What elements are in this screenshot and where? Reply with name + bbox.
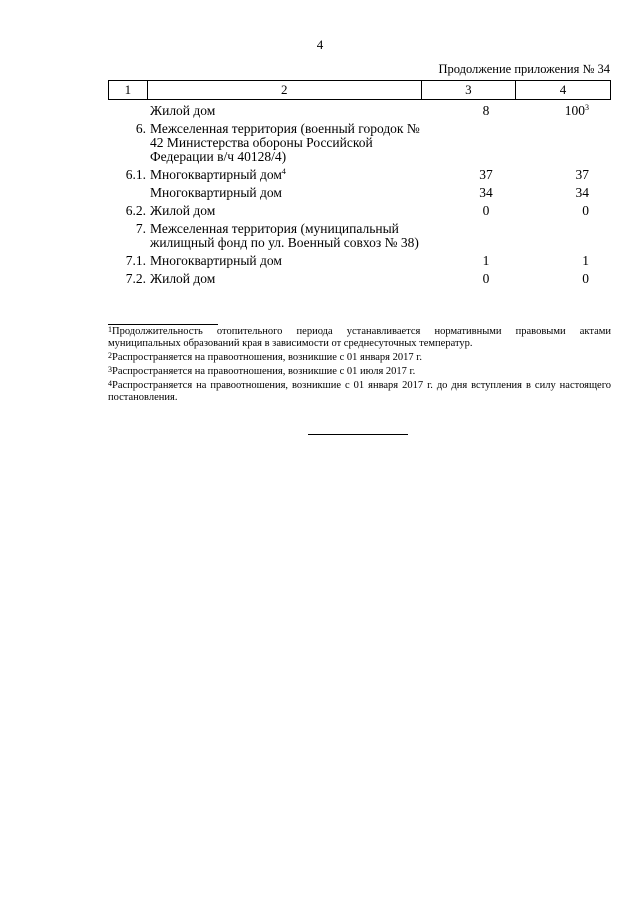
row-name: Межселенная территория (муниципальный жилищный фонд по ул. Военный совхоз № 38) <box>150 221 419 250</box>
row-value-4: 34 <box>575 185 589 200</box>
row-number: 7. <box>135 221 146 236</box>
row-name: Многоквартирный дом$^4$ <box>150 167 286 182</box>
row-value-3: 0 <box>482 271 490 286</box>
row-value-4: $100^3$ <box>564 103 589 118</box>
row-value-4: 37 <box>575 167 589 182</box>
row-name: Жилой дом <box>150 271 216 286</box>
footnotes <box>108 326 611 406</box>
row-number <box>108 104 146 118</box>
header-cell-1: 1 <box>109 81 148 100</box>
footnote <box>108 380 611 404</box>
row-value-3 <box>423 222 529 250</box>
row-name: Многоквартирный дом <box>150 185 282 200</box>
footnote <box>108 326 611 350</box>
table-row <box>108 222 611 250</box>
row-value-4: 0 <box>582 271 589 286</box>
footnote-separator <box>108 324 218 325</box>
footnote-ref: 3 <box>585 103 589 112</box>
footnote-mark: 1 <box>108 325 112 334</box>
row-value-3: 1 <box>482 253 490 268</box>
footnote-ref: 4 <box>281 167 286 176</box>
row-number: 6.1. <box>125 167 146 182</box>
row-number <box>108 186 146 200</box>
column-header-table <box>108 80 611 100</box>
row-value-3: 37 <box>479 167 493 182</box>
row-name: Жилой дом <box>150 203 216 218</box>
footnote-text: Распространяется на правоотношения, возникшие с 01 июля 2017 г. <box>112 366 416 377</box>
footnote-mark: 2 <box>108 351 112 360</box>
row-value-3: 34 <box>479 185 493 200</box>
table-row <box>108 122 611 164</box>
footnote <box>108 352 611 364</box>
row-name: Межселенная территория (военный городок № 42 Министерства обороны Российской Федерации в/ч 40128/4) <box>150 121 420 164</box>
footnote-text: Продолжительность отопительного периода устанавливается нормативными правовыми актами муниципальных образований края в зависимости от среднесуточных температур. <box>108 326 611 349</box>
row-number: 7.1. <box>125 253 146 268</box>
page-number: 4 <box>316 37 324 52</box>
footnote <box>108 366 611 378</box>
row-number: 6. <box>135 121 146 136</box>
row-value-4: 1 <box>582 253 589 268</box>
table-row <box>108 204 611 218</box>
header-cell-4: 4 <box>515 81 610 100</box>
table-row <box>108 272 611 286</box>
footnote-mark: 3 <box>108 365 112 374</box>
row-number: 6.2. <box>125 203 146 218</box>
table-row <box>108 254 611 268</box>
table-row <box>108 186 611 200</box>
row-name: Жилой дом <box>150 103 216 118</box>
row-value-3: 0 <box>482 203 490 218</box>
row-name: Многоквартирный дом <box>150 253 282 268</box>
row-value-4: 0 <box>582 203 589 218</box>
header-cell-3: 3 <box>421 81 515 100</box>
footnote-text: Распространяется на правоотношения, возникшие с 01 января 2017 г. <box>112 352 423 363</box>
row-number: 7.2. <box>125 271 146 286</box>
row-value-4 <box>529 122 599 164</box>
row-value-3: 8 <box>482 103 490 118</box>
row-value-3 <box>423 122 529 164</box>
table-body <box>108 104 611 290</box>
header-cell-2: 2 <box>147 81 421 100</box>
footnote-text: Распространяется на правоотношения, возникшие с 01 января 2017 г. до дня вступления в силу настоящего постановления. <box>108 380 611 403</box>
row-value-4 <box>529 222 599 250</box>
table-row <box>108 104 611 118</box>
appendix-continuation-note: Продолжение приложения № 34 <box>438 62 610 76</box>
table-row <box>108 168 611 182</box>
end-of-document-rule <box>308 434 408 435</box>
footnote-mark: 4 <box>108 379 112 388</box>
